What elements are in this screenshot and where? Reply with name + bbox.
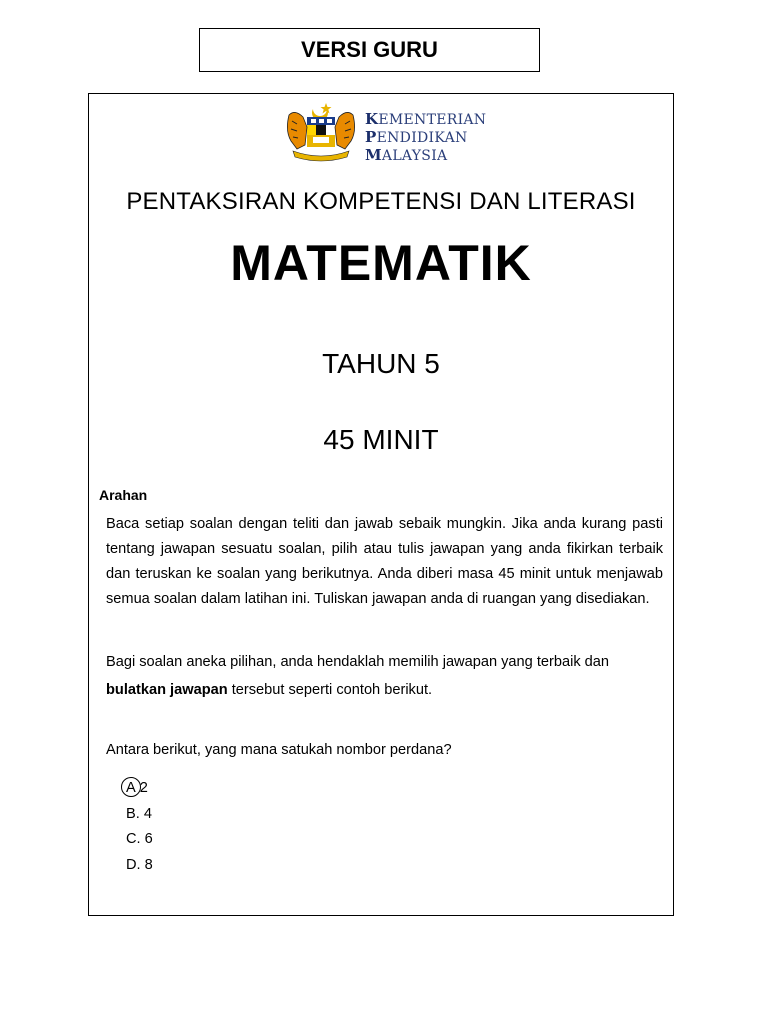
instructions-paragraph-1: Baca setiap soalan dengan teliti dan jawab sebaik mungkin. Jika anda kurang pasti tentang jawapan sesuatu soalan, pilih atau tulis jawapan yang anda fikirkan terbaik dan teruskan ke soalan yang berikutnya. Anda diberi masa 45 minit untuk menjawab semua soalan dalam latihan ini. Tuliskan jawapan anda di ruangan yang disediakan. bbox=[106, 516, 663, 607]
option-b: B. 4 bbox=[126, 805, 152, 822]
year-level: TAHUN 5 bbox=[322, 348, 440, 379]
ministry-line-3: MALAYSIA bbox=[365, 146, 448, 164]
assessment-subtitle: PENTAKSIRAN KOMPETENSI DAN LITERASI bbox=[126, 188, 636, 215]
instructions-heading: Arahan bbox=[99, 487, 148, 503]
example-options bbox=[126, 776, 153, 878]
ministry-name bbox=[365, 111, 486, 165]
duration: 45 MINIT bbox=[323, 424, 439, 455]
cover-page-frame bbox=[88, 93, 674, 916]
ministry-logo bbox=[279, 101, 499, 165]
option-c: C. 6 bbox=[126, 831, 153, 847]
versi-guru-text: VERSI GURU bbox=[301, 37, 438, 62]
ministry-line-1: KEMENTERIAN bbox=[365, 110, 487, 128]
answer-circle-icon bbox=[121, 777, 141, 797]
option-d: D. 8 bbox=[126, 856, 153, 873]
subject-title: MATEMATIK bbox=[230, 235, 532, 291]
option-a: A 2 bbox=[126, 776, 153, 802]
versi-guru-label bbox=[199, 28, 540, 72]
ministry-line-2: PENDIDIKAN bbox=[365, 128, 468, 146]
example-question: Antara berikut, yang mana satukah nombor perdana? bbox=[106, 742, 452, 758]
coat-of-arms-icon bbox=[279, 101, 363, 165]
circle-answer-emphasis: bulatkan jawapan bbox=[106, 682, 228, 698]
instructions-paragraph-2: Bagi soalan aneka pilihan, anda hendaklah memilih jawapan yang terbaik dan bulatkan jawapan tersebut seperti contoh berikut. bbox=[106, 654, 610, 698]
